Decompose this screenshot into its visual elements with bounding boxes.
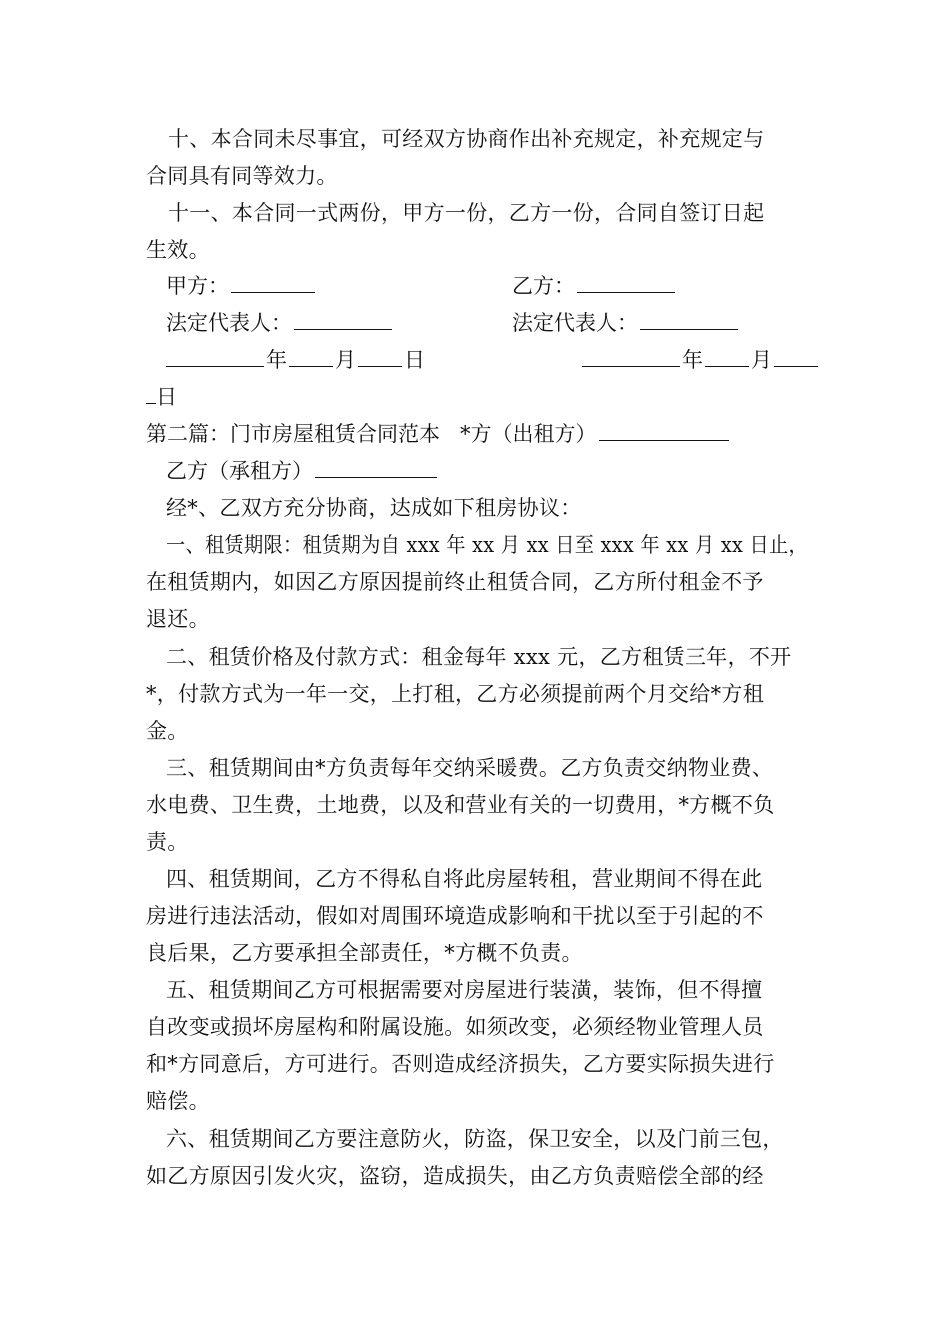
clause-5-line-4: 赔偿。: [146, 1089, 210, 1113]
part-2-heading-line: [146, 420, 731, 448]
date-b: [582, 346, 820, 374]
clause-2-line-1: 二、租赁价格及付款方式：租金每年 xxx 元，乙方租赁三年，不开: [166, 645, 792, 669]
clause-1-line-1: 一、租赁期限：租赁期为自 xxx 年 xx 月 xx 日至 xxx 年 xx 月 xx 日止，: [166, 533, 808, 557]
date-a-day-blank: [358, 346, 402, 367]
part-2-title: 第二篇：门市房屋租赁合同范本: [146, 422, 440, 446]
clause-11-line-1: 十一、本合同一式两份，甲方一份，乙方一份，合同自签订日起: [168, 201, 765, 225]
date-b-year-label: 年: [682, 348, 703, 372]
date-a: [166, 346, 425, 374]
party-b-label: 乙方：: [512, 274, 575, 298]
party-a-signature: [166, 272, 317, 300]
date-a-month-blank: [289, 346, 333, 367]
date-a-year-blank: [166, 346, 264, 367]
clause-4-line-2: 房进行违法活动，假如对周围环境造成影响和干扰以至于引起的不: [146, 904, 764, 928]
clause-2-line-3: 金。: [146, 719, 189, 743]
clause-4-line-3: 良后果，乙方要承担全部责任，*方概不负责。: [146, 941, 583, 965]
date-b-month-blank: [705, 346, 749, 367]
rep-a-label: 法定代表人：: [166, 311, 292, 335]
lessee-blank: [315, 457, 437, 478]
rep-b-label: 法定代表人：: [512, 311, 638, 335]
clause-1-line-3: 退还。: [146, 607, 210, 631]
clause-1-line-2: 在租赁期内，如因乙方原因提前终止租赁合同，乙方所付租金不予: [146, 570, 764, 594]
lessor-blank: [599, 420, 729, 441]
party-b-blank: [577, 272, 675, 293]
lessee-label: 乙方（承租方）: [166, 459, 313, 483]
clause-3-line-1: 三、租赁期间由*方负责每年交纳采暖费。乙方负责交纳物业费、: [166, 756, 774, 780]
date-b-day-blank: [146, 383, 156, 404]
lessee-line: [166, 457, 439, 485]
date-b-year-blank: [582, 346, 680, 367]
rep-b-signature: [512, 309, 740, 337]
date-a-day-label: 日: [404, 348, 425, 372]
date-b-day-blank-top: [774, 346, 818, 367]
clause-10-line-1: 十、本合同未尽事宜，可经双方协商作出补充规定，补充规定与: [168, 127, 765, 151]
clause-10-line-2: 合同具有同等效力。: [146, 164, 338, 188]
lessor-label: *方（出租方）: [460, 422, 597, 446]
clause-2-line-2: *，付款方式为一年一交，上打租，乙方必须提前两个月交给*方租: [146, 682, 764, 706]
clause-3-line-3: 责。: [146, 830, 189, 854]
clause-6-line-2: 如乙方原因引发火灾，盗窃，造成损失，由乙方负责赔偿全部的经: [146, 1164, 764, 1188]
clause-5-line-2: 自改变或损坏房屋构和附属设施。如须改变，必须经物业管理人员: [146, 1015, 764, 1039]
date-b-month-label: 月: [751, 348, 772, 372]
party-a-blank: [231, 272, 315, 293]
date-b-day: [146, 383, 177, 411]
clause-4-line-1: 四、租赁期间，乙方不得私自将此房屋转租，营业期间不得在此: [166, 867, 763, 891]
rep-a-blank: [294, 309, 392, 330]
date-b-day-label: 日: [156, 385, 177, 409]
date-a-year-label: 年: [266, 348, 287, 372]
clause-5-line-1: 五、租赁期间乙方可根据需要对房屋进行装潢，装饰，但不得擅: [166, 978, 763, 1002]
rep-a-signature: [166, 309, 394, 337]
clause-5-line-3: 和*方同意后，方可进行。否则造成经济损失，乙方要实际损失进行: [146, 1052, 775, 1076]
agreement-intro: 经*、乙双方充分协商，达成如下租房协议：: [166, 496, 582, 520]
clause-3-line-2: 水电费、卫生费，土地费，以及和营业有关的一切费用，*方概不负: [146, 793, 775, 817]
party-a-label: 甲方：: [166, 274, 229, 298]
clause-11-line-2: 生效。: [146, 238, 210, 262]
clause-6-line-1: 六、租赁期间乙方要注意防火，防盗，保卫安全，以及门前三包，: [166, 1127, 784, 1151]
party-b-signature: [512, 272, 677, 300]
date-a-month-label: 月: [335, 348, 356, 372]
rep-b-blank: [640, 309, 738, 330]
